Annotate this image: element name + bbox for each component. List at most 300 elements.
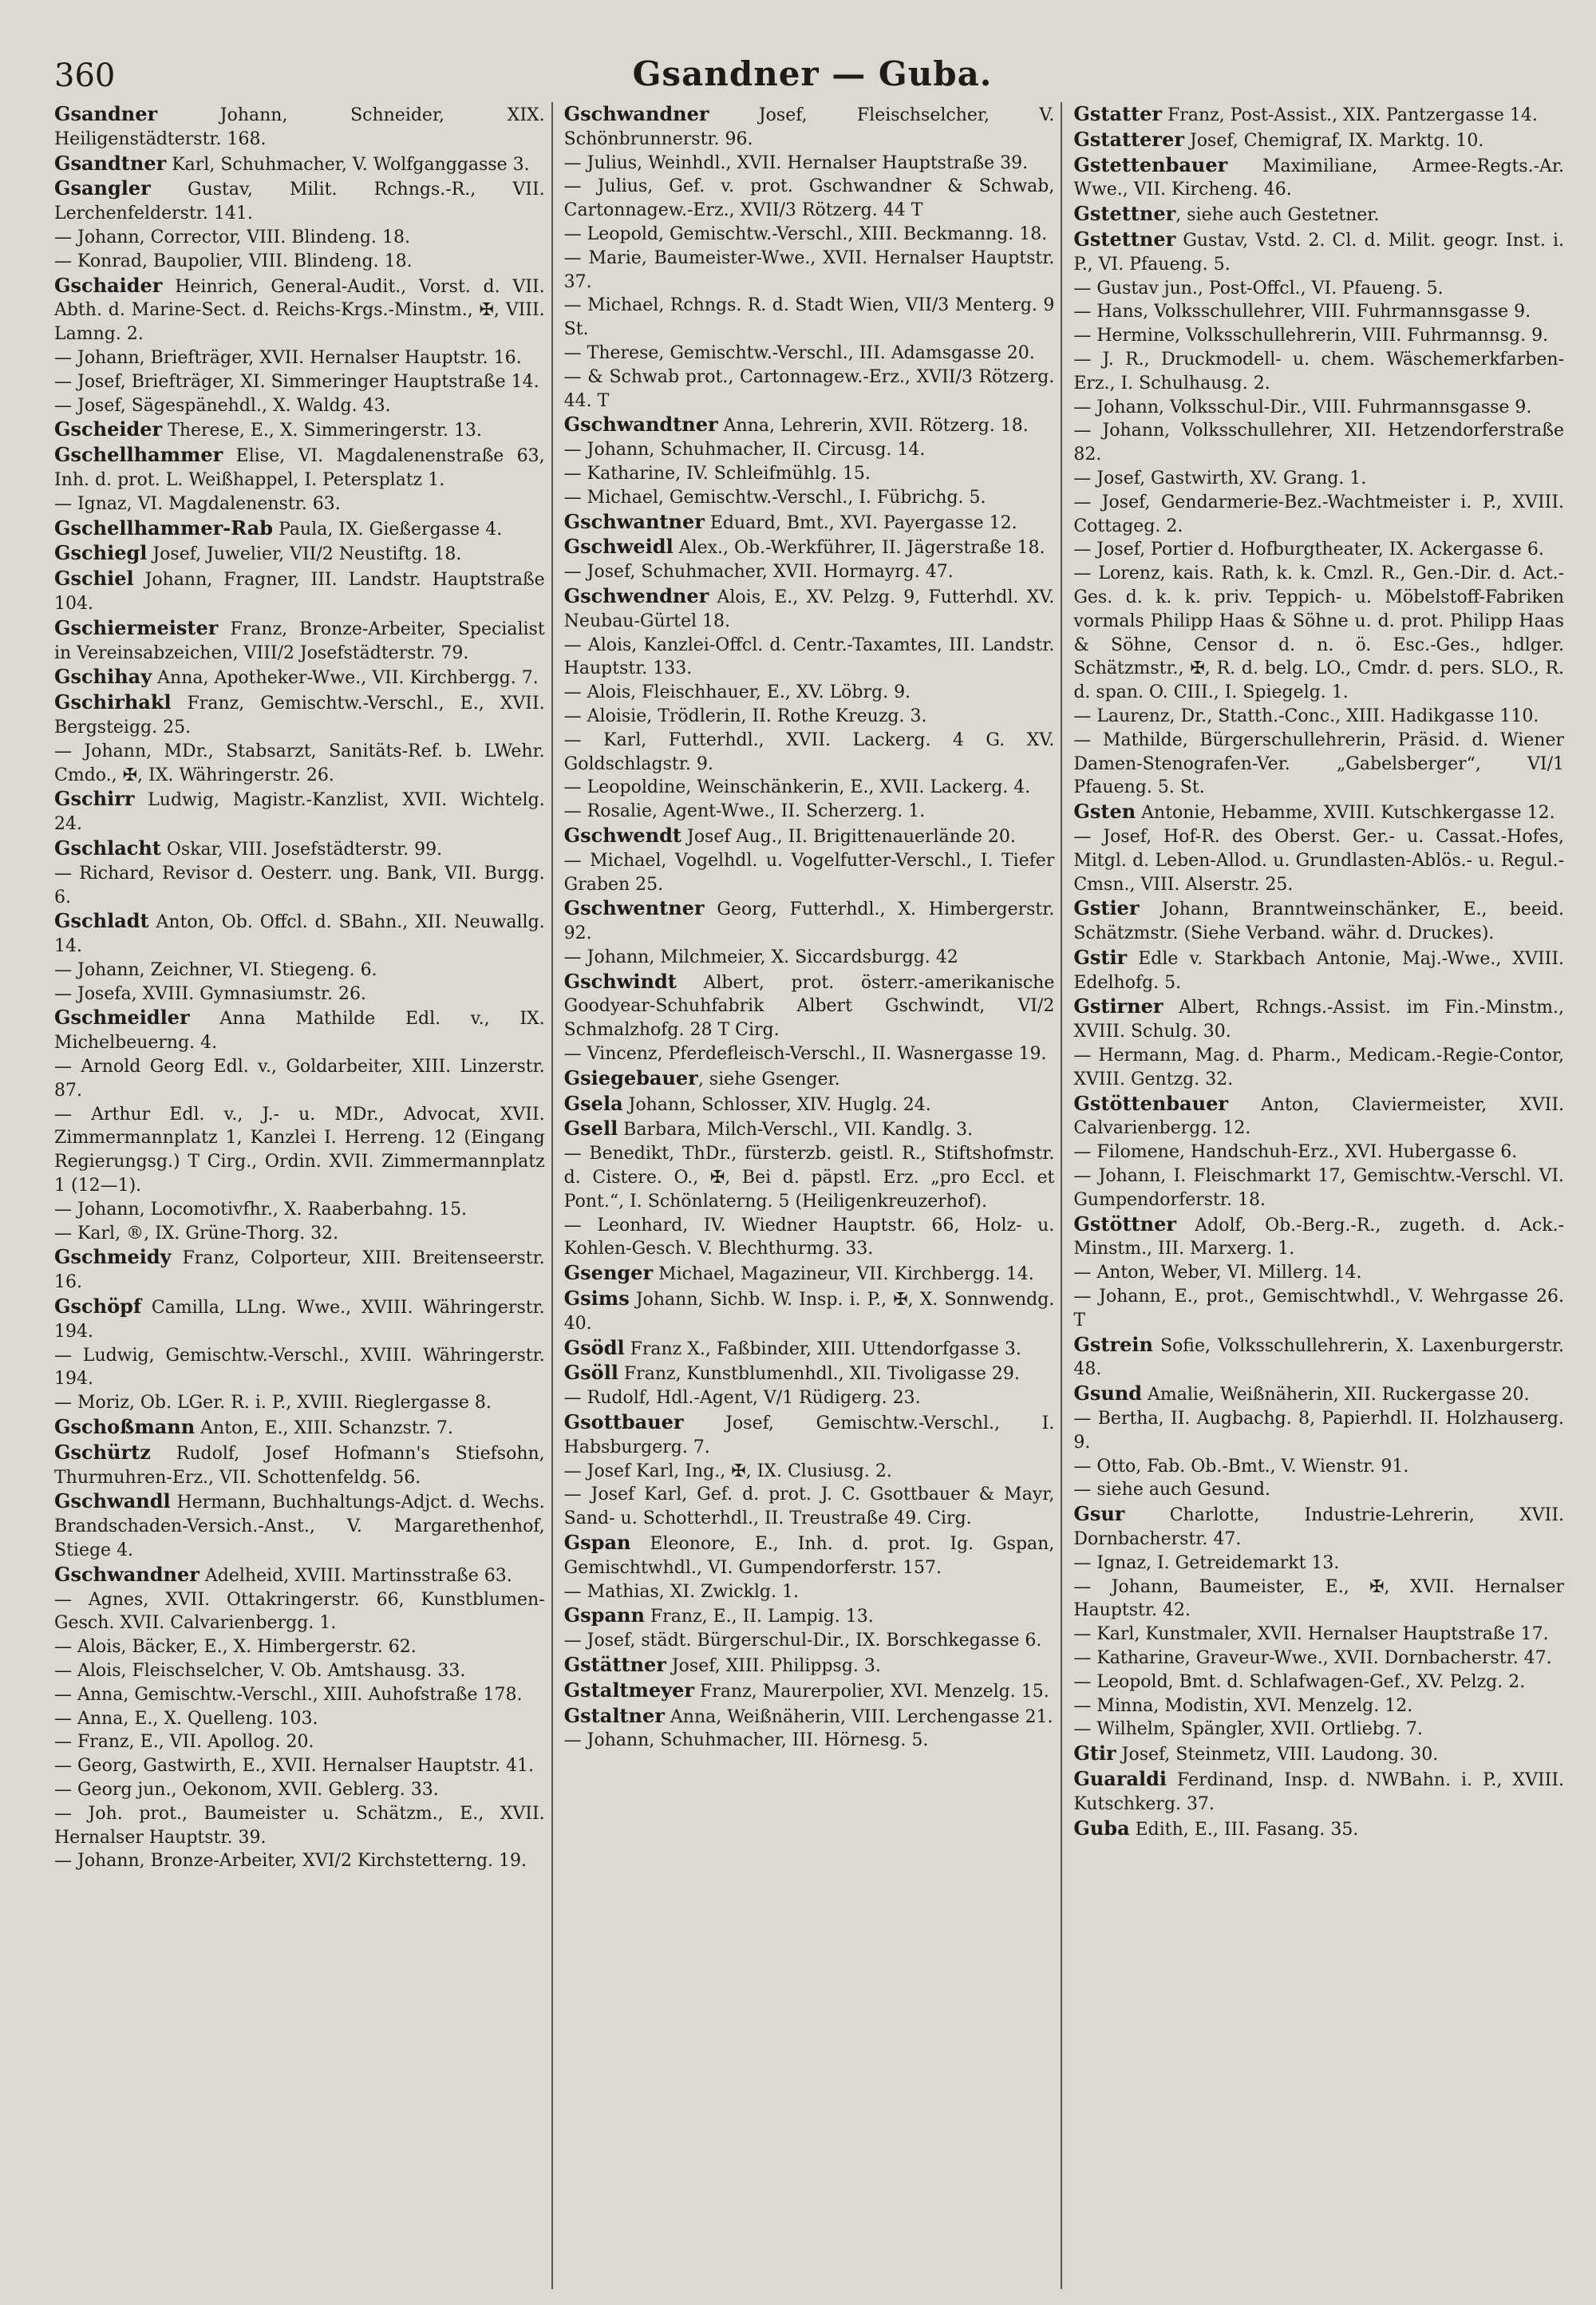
directory-entry xyxy=(1073,1767,1564,1817)
entry-surname: Gstatterer xyxy=(1073,127,1184,151)
entry-text: Franz, Maurerpolier, XVI. Menzelg. 15. xyxy=(694,1681,1049,1702)
directory-entry xyxy=(54,1222,545,1246)
directory-entry xyxy=(564,1386,1055,1410)
entry-text: Katharine, Graveur-Wwe., XVII. Dornbacherstr. 47. xyxy=(1091,1648,1552,1668)
entry-surname: Gschmeidler xyxy=(54,1006,190,1030)
directory-entry xyxy=(54,836,545,862)
entry-text: Bertha, II. Augbachg. 8, Papierhdl. II. Holzhauserg. 9. xyxy=(1073,1409,1565,1453)
directory-entry xyxy=(1073,562,1564,705)
directory-entry xyxy=(54,959,545,982)
directory-entry xyxy=(1073,1670,1564,1694)
entry-text: Eduard, Bmt., XVI. Payergasse 12. xyxy=(704,512,1017,533)
directory-entry xyxy=(564,560,1055,584)
entry-text: Alois, Bäcker, E., X. Himbergerstr. 62. xyxy=(72,1637,417,1658)
directory-entry xyxy=(54,1563,545,1588)
directory-entry xyxy=(54,516,545,542)
directory-entry xyxy=(564,366,1055,413)
entry-dash: — xyxy=(563,1631,582,1651)
entry-text: Charlotte, Industrie-Lehrerin, XVII. Dornbacherstr. 47. xyxy=(1073,1505,1565,1550)
entry-dash: — xyxy=(563,1215,582,1236)
entry-text: Marie, Baumeister-Wwe., XVII. Hernalser Hauptstr. 37. xyxy=(563,247,1055,292)
directory-entry xyxy=(54,346,545,370)
entry-text: Gustav, Milit. Rchngs.-R., VII. Lerchenfelderstr. 141. xyxy=(54,180,545,224)
entry-text: Anton, Claviermeister, XVII. Calvarienbergg. 12. xyxy=(1073,1094,1565,1139)
entry-text: Amalie, Weißnäherin, XII. Ruckergasse 20. xyxy=(1142,1385,1530,1406)
entry-surname: Gspan xyxy=(563,1531,631,1555)
directory-entry xyxy=(564,223,1055,247)
entry-text: Alois, Kanzlei-Offcl. d. Centr.-Taxamtes, III. Landstr. Hauptstr. 133. xyxy=(563,635,1055,679)
directory-entry xyxy=(54,541,545,567)
entry-text: Karl, ®, IX. Grüne-Thorg. 32. xyxy=(72,1223,339,1243)
directory-entry xyxy=(1073,1718,1564,1742)
page-header xyxy=(54,46,1570,102)
entry-text: Otto, Fab. Ob.-Bmt., V. Wienstr. 91. xyxy=(1091,1456,1409,1477)
entry-dash: — xyxy=(1073,397,1092,417)
directory-entry xyxy=(54,616,545,666)
entry-text: Elise, VI. Magdalenenstraße 63, Inh. d. prot. L. Weißhappel, I. Petersplatz 1. xyxy=(54,446,545,490)
entry-dash: — xyxy=(1073,1624,1092,1645)
directory-entry xyxy=(1073,277,1564,301)
entry-surname: Gsandner xyxy=(54,102,158,125)
directory-entry xyxy=(564,175,1055,223)
entry-surname: Gsela xyxy=(563,1091,623,1115)
entry-dash: — xyxy=(563,295,582,316)
entry-dash: — xyxy=(54,1057,72,1077)
directory-entry xyxy=(564,1460,1055,1484)
directory-entry xyxy=(564,1729,1055,1753)
entry-dash: — xyxy=(1073,1142,1092,1163)
entry-text: Hermine, Volksschullehrerin, VIII. Fuhrmannsg. 9. xyxy=(1091,326,1549,346)
entry-text: Johann, Schlosser, XIV. Huglg. 24. xyxy=(622,1094,931,1115)
entry-dash: — xyxy=(563,1388,582,1409)
entry-dash: — xyxy=(54,347,72,368)
entry-text: Albert, prot. österr.-amerikanische Goodyear-Schuhfabrik Albert Gschwindt, VI/2 Schmalzhofg. 28 T Cirg. xyxy=(563,972,1055,1041)
entry-surname: Gstier xyxy=(1073,896,1140,920)
entry-surname: Gschwindt xyxy=(563,969,677,993)
directory-entry xyxy=(564,342,1055,366)
entry-surname: Gschwandner xyxy=(54,1562,200,1586)
entry-text: Therese, E., X. Simmeringerstr. 13. xyxy=(162,421,482,441)
directory-entry xyxy=(54,665,545,690)
entry-dash: — xyxy=(563,1461,582,1481)
directory-entry xyxy=(564,1361,1055,1386)
entry-text: Josefa, XVIII. Gymnasiumstr. 26. xyxy=(72,983,366,1004)
directory-entry xyxy=(54,417,545,443)
directory-entry xyxy=(564,584,1055,634)
entry-text: Edle v. Starkbach Antonie, Maj.-Wwe., XVIII. Edelhofg. 5. xyxy=(1073,948,1565,993)
entry-text: Josef, Gemischtw.-Verschl., I. Habsburgerg. 7. xyxy=(563,1413,1055,1457)
directory-entry xyxy=(54,1198,545,1222)
entry-text: Franz, E., II. Lampig. 13. xyxy=(644,1607,874,1627)
entry-dash: — xyxy=(563,1144,582,1164)
entry-text: Johann, Volksschul-Dir., VIII. Fuhrmannsgasse 9. xyxy=(1091,397,1532,417)
directory-entry xyxy=(54,443,545,492)
entry-text: Josef, Sägespänehdl., X. Waldg. 43. xyxy=(72,395,391,416)
entry-surname: Gsödl xyxy=(563,1335,625,1359)
entry-text: Ignaz, VI. Magdalenenstr. 63. xyxy=(72,493,341,514)
entry-text: Therese, Gemischtw.-Verschl., III. Adamsgasse 20. xyxy=(581,342,1035,363)
entry-surname: Gspann xyxy=(563,1603,645,1627)
entry-text: Hans, Volksschullehrer, VIII. Fuhrmannsgasse 9. xyxy=(1091,302,1531,322)
entry-surname: Gsell xyxy=(563,1117,618,1141)
entry-surname: Guba xyxy=(1073,1816,1130,1840)
directory-entry xyxy=(54,567,545,616)
entry-text: Paula, IX. Gießergasse 4. xyxy=(273,519,503,540)
entry-text: Joh. prot., Baumeister u. Schätzm., E., XVII. Hernalser Hauptstr. 39. xyxy=(54,1803,545,1848)
entry-text: Franz, Bronze-Arbeiter, Specialist in Vereinsabzeichen, VIII/2 Josefstädterstr. 79. xyxy=(54,619,545,663)
entry-text: Konrad, Baupolier, VIII. Blindeng. 18. xyxy=(72,251,413,271)
entry-text: Johann, Schneider, XIX. Heiligenstädterstr. 168. xyxy=(54,105,545,149)
entry-surname: Gschöpf xyxy=(54,1295,142,1319)
entry-surname: Gsund xyxy=(1073,1382,1143,1406)
directory-entry xyxy=(54,1707,545,1731)
directory-entry xyxy=(564,1580,1055,1604)
entry-dash: — xyxy=(54,1684,72,1705)
entry-surname: Gstir xyxy=(1073,945,1128,969)
directory-entry xyxy=(1073,1576,1564,1623)
entry-dash: — xyxy=(54,1779,72,1800)
entry-text: Franz, Colporteur, XIII. Breitenseerstr. 16. xyxy=(54,1248,545,1293)
entry-dash: — xyxy=(54,1589,72,1610)
entry-surname: Gstöttner xyxy=(1073,1212,1176,1236)
entry-dash: — xyxy=(1073,1480,1092,1500)
directory-entry xyxy=(1073,825,1564,896)
entry-dash: — xyxy=(1073,278,1092,299)
entry-surname: Gstöttenbauer xyxy=(1073,1091,1229,1115)
entry-text: Michael, Rchngs. R. d. Stadt Wien, VII/3 Menterg. 9 St. xyxy=(563,295,1055,340)
entry-dash: — xyxy=(563,729,582,750)
directory-entry xyxy=(1073,1044,1564,1092)
directory-entry xyxy=(564,705,1055,729)
directory-entry xyxy=(54,370,545,394)
entry-surname: Gstrein xyxy=(1073,1332,1153,1356)
entry-dash: — xyxy=(1073,563,1092,584)
entry-text: Johann, Milchmeier, X. Siccardsburgg. 42 xyxy=(581,947,958,967)
directory-entry xyxy=(564,1261,1055,1287)
directory-entry xyxy=(1073,1092,1564,1141)
entry-dash: — xyxy=(1073,468,1092,488)
entry-text: Josef, Hof-R. des Oberst. Ger.- u. Cassat.-Hofes, Mitgl. d. Leben-Allod. u. Grundlasten-Ablös.- u. Regul.-Cmsn., VIII. Alserstr. 25. xyxy=(1073,826,1565,895)
entry-dash: — xyxy=(563,176,582,197)
entry-surname: Gstättner xyxy=(563,1653,666,1676)
directory-entry xyxy=(54,1849,545,1873)
directory-entry xyxy=(564,1214,1055,1262)
entry-text: Josef, Portier d. Hofburgtheater, IX. Ackergasse 6. xyxy=(1091,540,1544,560)
entry-text: Sofie, Volksschullehrerin, X. Laxenburgerstr. 48. xyxy=(1073,1335,1565,1380)
entry-surname: Gsiegebauer xyxy=(563,1066,698,1089)
directory-entry xyxy=(564,438,1055,462)
entry-dash: — xyxy=(1073,540,1092,560)
directory-entry xyxy=(1073,800,1564,825)
column-3 xyxy=(1073,102,1570,2289)
entry-surname: Gschwandner xyxy=(563,102,709,125)
directory-entry xyxy=(1073,348,1564,396)
entry-surname: Gschirr xyxy=(54,787,135,811)
directory-entry xyxy=(54,1055,545,1103)
directory-entry xyxy=(1073,1382,1564,1407)
entry-dash: — xyxy=(1073,1287,1092,1307)
entry-text: Johann, Branntweinschänker, E., beeid. Schätzmstr. (Siehe Verband. währ. d. Druckes). xyxy=(1073,899,1565,944)
entry-dash: — xyxy=(54,1199,72,1220)
directory-entry xyxy=(54,1415,545,1441)
entry-text: Michael, Vogelhdl. u. Vogelfutter-Verschl., I. Tiefer Graben 25. xyxy=(563,850,1055,895)
entry-text: Josef, städt. Bürgerschul-Dir., IX. Borschkegasse 6. xyxy=(581,1631,1042,1651)
directory-entry xyxy=(54,1489,545,1562)
entry-dash: — xyxy=(563,223,582,244)
directory-entry xyxy=(1073,1694,1564,1718)
directory-entry xyxy=(564,535,1055,560)
entry-text: Anna, Gemischtw.-Verschl., XIII. Auhofstraße 178. xyxy=(72,1684,523,1705)
entry-text: Anna, Lehrerin, XVII. Rötzerg. 18. xyxy=(717,416,1029,437)
entry-dash: — xyxy=(54,227,72,247)
entry-dash: — xyxy=(1073,492,1092,512)
column-1 xyxy=(54,102,553,2289)
directory-entry xyxy=(1073,227,1564,277)
entry-dash: — xyxy=(563,1044,582,1065)
entry-dash: — xyxy=(54,863,72,884)
entry-text: Michael, Gemischtw.-Verschl., I. Fübrichg. 5. xyxy=(581,487,986,508)
entry-text: Georg, Gastwirth, E., XVII. Hernalser Hauptstr. 41. xyxy=(72,1756,535,1777)
directory-entry xyxy=(1073,1502,1564,1552)
entry-text: Johann, I. Fleischmarkt 17, Gemischtw.-Verschl. VI. Gumpendorferstr. 18. xyxy=(1073,1166,1565,1210)
directory-entry xyxy=(564,634,1055,682)
entry-dash: — xyxy=(1073,1456,1092,1477)
entry-surname: Gsims xyxy=(563,1287,630,1311)
entry-surname: Gstatter xyxy=(1073,102,1163,125)
entry-text: Georg jun., Oekonom, XVII. Geblerg. 33. xyxy=(72,1779,439,1800)
entry-surname: Gschiegl xyxy=(54,541,148,565)
entry-text: Leopold, Gemischtw.-Verschl., XIII. Beckmanng. 18. xyxy=(581,223,1048,244)
entry-text: Alois, Fleischhauer, E., XV. Löbrg. 9. xyxy=(581,682,911,703)
directory-entry xyxy=(564,413,1055,438)
entry-text: Arthur Edl. v., J.- u. MDr., Advocat, XVII. Zimmermannplatz 1, Kanzlei I. Herreng. 12 (Eingang Regierungsg.) T Cirg., Ordin. XVII. Zimmermannplatz 1 (12—1). xyxy=(54,1104,545,1196)
entry-text: Josef, Fleischselcher, V. Schönbrunnerstr. 96. xyxy=(563,105,1055,149)
entry-text: , siehe Gsenger. xyxy=(697,1069,840,1089)
entry-text: siehe auch Gesund. xyxy=(1091,1480,1270,1500)
entry-dash: — xyxy=(563,562,582,583)
directory-entry xyxy=(564,1653,1055,1678)
entry-surname: Gscheider xyxy=(54,417,163,441)
entry-text: Karl, Kunstmaler, XVII. Hernalser Hauptstraße 17. xyxy=(1091,1624,1549,1645)
entry-dash: — xyxy=(54,493,72,514)
entry-text: Johann, Sichb. W. Insp. i. P., ✠, X. Sonnwendg. 40. xyxy=(563,1290,1055,1334)
entry-text: Minna, Modistin, XVI. Menzelg. 12. xyxy=(1091,1695,1413,1716)
directory-entry xyxy=(564,1092,1055,1117)
entry-text: Anna, Weißnäherin, VIII. Lerchengasse 21. xyxy=(664,1706,1053,1727)
directory-entry xyxy=(54,1588,545,1636)
entry-text: Mathias, XI. Zwicklg. 1. xyxy=(581,1581,799,1602)
entry-text: Eleonore, E., Inh. d. prot. Ig. Gspan, Gemischtwhdl., VI. Gumpendorferstr. 157. xyxy=(563,1534,1055,1578)
entry-text: Rudolf, Josef Hofmann's Stiefsohn, Thurmuhren-Erz., VII. Schottenfeldg. 56. xyxy=(54,1443,545,1488)
entry-text: Karl, Schuhmacher, V. Wolfganggasse 3. xyxy=(166,154,530,175)
entry-surname: Gschwentner xyxy=(563,896,705,920)
entry-dash: — xyxy=(563,777,582,798)
directory-entry xyxy=(54,690,545,740)
entry-text: Leopold, Bmt. d. Schlafwagen-Gef., XV. Pelzg. 2. xyxy=(1091,1671,1526,1692)
entry-text: Johann, Locomotivfhr., X. Raaberbahng. 15. xyxy=(72,1199,468,1220)
entry-dash: — xyxy=(563,152,582,173)
entry-surname: Gtir xyxy=(1073,1742,1116,1765)
entry-surname: Guaraldi xyxy=(1073,1766,1167,1790)
entry-text: Edith, E., III. Fasang. 35. xyxy=(1129,1819,1359,1840)
entry-dash: — xyxy=(1073,1576,1092,1597)
directory-entry xyxy=(1073,300,1564,324)
entry-surname: Gstaltner xyxy=(563,1703,665,1727)
entry-dash: — xyxy=(563,366,582,387)
entry-text: Vincenz, Pferdefleisch-Verschl., II. Wasnergasse 19. xyxy=(581,1044,1047,1065)
entry-surname: Gstaltmeyer xyxy=(563,1678,695,1702)
directory-entry xyxy=(54,862,545,910)
directory-entry xyxy=(1073,1817,1564,1842)
entry-text: Josef, Schuhmacher, XVII. Hormayrg. 47. xyxy=(581,562,954,583)
entry-text: Ignaz, I. Getreidemarkt 13. xyxy=(1091,1552,1340,1573)
directory-entry xyxy=(54,1802,545,1850)
entry-text: Josef, Gastwirth, XV. Grang. 1. xyxy=(1091,468,1367,488)
entry-surname: Gsten xyxy=(1073,800,1136,824)
directory-entry xyxy=(54,1006,545,1055)
entry-text: Alois, Fleischselcher, V. Ob. Amtshausg. 33. xyxy=(72,1661,466,1681)
entry-text: Josef, Gendarmerie-Bez.-Wachtmeister i. P., XVIII. Cottageg. 2. xyxy=(1073,492,1565,536)
entry-dash: — xyxy=(54,395,72,416)
entry-text: Benedikt, ThDr., fürsterzb. geistl. R., Stiftshofmstr. d. Cistere. O., ✠, Bei d. päpstl. Erz. „pro Eccl. et Pont.“, I. Schönlaterng. 5 (Heiligenkreuzerhof). xyxy=(563,1144,1055,1212)
entry-surname: Gschwantner xyxy=(563,509,705,533)
directory-entry xyxy=(1073,1407,1564,1455)
directory-entry xyxy=(564,1704,1055,1730)
entry-surname: Gschihay xyxy=(54,665,152,689)
directory-entry xyxy=(564,1336,1055,1362)
directory-entry xyxy=(54,1391,545,1415)
entry-dash: — xyxy=(54,1393,72,1413)
entry-dash: — xyxy=(563,440,582,461)
entry-text: Katharine, IV. Schleifmühlg. 15. xyxy=(581,463,871,484)
directory-entry xyxy=(1073,324,1564,348)
directory-entry xyxy=(564,102,1055,152)
entry-text: Filomene, Handschuh-Erz., XVI. Hubergasse 6. xyxy=(1091,1142,1518,1163)
entry-text: Johann, E., prot., Gemischtwhdl., V. Wehrgasse 26. T xyxy=(1073,1287,1565,1330)
entry-surname: Gstettenbauer xyxy=(1073,152,1228,176)
entry-text: Barbara, Milch-Verschl., VII. Kandlg. 3. xyxy=(618,1120,974,1141)
directory-entry xyxy=(564,1629,1055,1653)
entry-surname: Gstettner xyxy=(1073,202,1176,226)
directory-entry xyxy=(54,1103,545,1198)
directory-entry xyxy=(564,824,1055,849)
entry-surname: Gstettner xyxy=(1073,227,1176,251)
entry-surname: Gschwendner xyxy=(563,583,709,607)
entry-text: Josef Karl, Ing., ✠, IX. Clusiusg. 2. xyxy=(581,1461,892,1481)
entry-text: Anna Mathilde Edl. v., IX. Michelbeuerng. 4. xyxy=(54,1009,545,1054)
entry-dash: — xyxy=(563,635,582,655)
entry-text: Mathilde, Bürgerschullehrerin, Präsid. d. Wiener Damen-Stenografen-Ver. „Gabelsberger“, VI/1 Pfaueng. 5. St. xyxy=(1073,729,1565,798)
entry-text: Johann, Briefträger, XVII. Hernalser Hauptstr. 16. xyxy=(72,347,522,368)
entry-text: Gustav, Vstd. 2. Cl. d. Milit. geogr. Inst. i. P., VI. Pfaueng. 5. xyxy=(1073,230,1565,275)
entry-dash: — xyxy=(563,947,582,967)
entry-dash: — xyxy=(54,1708,72,1729)
entry-text: Anton, Ob. Offcl. d. SBahn., XII. Neuwallg. 14. xyxy=(54,912,545,957)
directory-entry xyxy=(564,462,1055,486)
entry-dash: — xyxy=(563,1485,582,1505)
directory-entry xyxy=(54,492,545,516)
entry-text: Josef, Steinmetz, VIII. Laudong. 30. xyxy=(1116,1745,1439,1765)
entry-dash: — xyxy=(1073,1719,1092,1740)
entry-surname: Gsöll xyxy=(563,1361,618,1385)
entry-text: Adelheid, XVIII. Martinsstraße 63. xyxy=(199,1565,512,1586)
entry-surname: Gschweidl xyxy=(563,535,674,559)
entry-surname: Gschmeidy xyxy=(54,1245,172,1269)
directory-entry xyxy=(54,1659,545,1683)
entry-text: J. R., Druckmodell- u. chem. Wäschemerkfarben-Erz., I. Schulhausg. 2. xyxy=(1073,349,1565,393)
directory-entry xyxy=(1073,1261,1564,1285)
entry-dash: — xyxy=(1073,421,1092,441)
directory-entry xyxy=(1073,896,1564,946)
entry-text: Johann, MDr., Stabsarzt, Sanitäts-Ref. b. LWehr. Cmdo., ✠, IX. Währingerstr. 26. xyxy=(54,741,545,785)
entry-text: Anton, E., XIII. Schanzstr. 7. xyxy=(195,1418,453,1439)
entry-text: Oskar, VIII. Josefstädterstr. 99. xyxy=(160,839,443,860)
directory-entry xyxy=(54,394,545,418)
directory-entry xyxy=(564,896,1055,946)
entry-text: Julius, Gef. v. prot. Gschwandner & Schwab, Cartonnagew.-Erz., XVII/3 Rötzerg. 44 T xyxy=(563,176,1055,221)
entry-text: Lorenz, kais. Rath, k. k. Cmzl. R., Gen.-Dir. d. Act.-Ges. d. k. k. priv. Teppich- u. Möbelstoff-Fabriken vormals Philipp Haas & Söhne u. d. prot. Philipp Haas & Söhne, Censor d. n. ö. Esc.-Ges., hdlger. Schätzmstr., ✠, R. d. belg. LO., Cmdr. d. pers. SLO., R. d. span. O. CIII., I. Spiegelg. 1. xyxy=(1073,563,1565,703)
entry-text: Josef, XIII. Philippsg. 3. xyxy=(666,1656,881,1676)
entry-text: & Schwab prot., Cartonnagew.-Erz., XVII/3 Rötzerg. 44. T xyxy=(563,366,1055,411)
directory-entry xyxy=(564,1117,1055,1142)
entry-dash: — xyxy=(563,247,582,268)
directory-entry xyxy=(54,1683,545,1707)
directory-entry xyxy=(564,1287,1055,1336)
entry-text: Arnold Georg Edl. v., Goldarbeiter, XIII. Linzerstr. 87. xyxy=(54,1057,545,1101)
entry-text: Karl, Futterhdl., XVII. Lackerg. 4 G. XV. Goldschlagstr. 9. xyxy=(563,729,1055,774)
entry-surname: Gschladt xyxy=(54,909,149,933)
directory-entry xyxy=(54,226,545,250)
entry-dash: — xyxy=(54,959,72,980)
entry-dash: — xyxy=(54,1732,72,1753)
entry-text: Richard, Revisor d. Oesterr. ung. Bank, VII. Burgg. 6. xyxy=(54,863,545,907)
directory-entry xyxy=(1073,1285,1564,1333)
directory-entry xyxy=(54,1344,545,1392)
directory-entry xyxy=(1073,1141,1564,1164)
entry-text: Franz, Gemischtw.-Verschl., E., XVII. Bergsteigg. 25. xyxy=(54,694,545,737)
entry-text: Johann, Corrector, VIII. Blindeng. 18. xyxy=(72,227,410,247)
entry-dash: — xyxy=(54,1803,72,1824)
directory-entry xyxy=(1073,1455,1564,1479)
entry-dash: — xyxy=(563,682,582,703)
entry-text: Julius, Weinhdl., XVII. Hernalser Hauptstraße 39. xyxy=(581,152,1029,173)
directory-entry xyxy=(564,486,1055,510)
directory-entry xyxy=(564,1678,1055,1704)
entry-dash: — xyxy=(54,1661,72,1681)
entry-text: Ludwig, Magistr.-Kanzlist, XVII. Wichtelg. 24. xyxy=(54,790,545,835)
entry-text: Franz, Post-Assist., XIX. Pantzergasse 14. xyxy=(1162,105,1538,125)
directory-entry xyxy=(1073,538,1564,562)
directory-entry xyxy=(1073,102,1564,128)
entry-text: Adolf, Ob.-Berg.-R., zugeth. d. Ack.-Minstm., III. Marxerg. 1. xyxy=(1073,1215,1565,1259)
entry-text: Moriz, Ob. LGer. R. i. P., XVIII. Rieglergasse 8. xyxy=(72,1393,492,1413)
entry-dash: — xyxy=(563,850,582,871)
entry-surname: Gsangler xyxy=(54,176,151,200)
entry-surname: Gschellhammer-Rab xyxy=(54,516,274,540)
directory-entry xyxy=(54,102,545,152)
directory-entry xyxy=(1073,202,1564,227)
directory-entry xyxy=(54,1441,545,1490)
entry-text: , siehe auch Gestetner. xyxy=(1175,205,1380,226)
entry-text: Georg, Futterhdl., X. Himbergerstr. 92. xyxy=(563,899,1055,944)
directory-entry xyxy=(1073,1478,1564,1502)
directory-entry xyxy=(564,1410,1055,1460)
directory-entry xyxy=(1073,705,1564,729)
entry-dash: — xyxy=(563,1730,582,1751)
entry-dash: — xyxy=(1073,1409,1092,1429)
entry-text: Johann, Fragner, III. Landstr. Hauptstraße 104. xyxy=(54,570,545,614)
directory-entry xyxy=(564,681,1055,705)
